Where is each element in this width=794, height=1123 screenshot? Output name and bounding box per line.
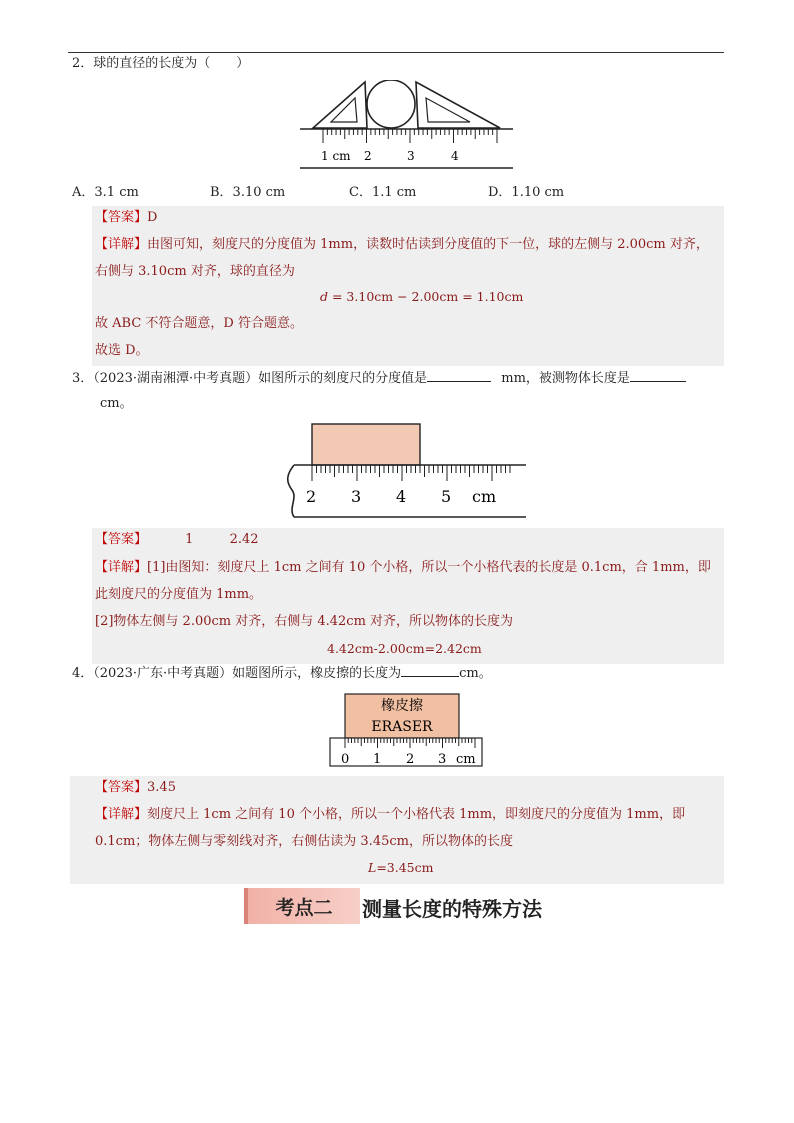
q2-option-b[interactable]: B．3.10 cm [210,185,286,200]
q2-equation: d = 3.10cm − 2.00cm = 1.10cm [320,289,524,304]
q3-ruler-figure [284,420,530,522]
q2-detail-line-1: 【详解】由图可知，刻度尺的分度值为 1mm，读数时估读到分度值的下一位，球的左侧与 2.00cm 对齐， [95,237,709,252]
header-rule [68,52,724,53]
q3-stem-cont: cm。 [100,396,133,411]
eraser-label-cn: 橡皮擦 [381,698,423,714]
q4-answer-line: 【答案】3.45 [95,780,176,795]
q2-answer-line [95,208,157,228]
q2-ruler-triangles-figure [295,80,520,172]
left-triangle [313,82,367,128]
eraser-label-en: ERASER [371,719,433,735]
q2-tick-label-3: 3 [407,149,415,163]
q4-eraser-figure [328,690,486,770]
q2-ruler-ticks [323,129,497,143]
q3-answer-2: 2.42 [229,532,259,547]
q3-measured-block [312,424,420,465]
q3-blank-1[interactable] [427,369,491,382]
q2-stem: 2．球的直径的长度为（ ） [72,56,250,71]
q3-detail-line-2: 此刻度尺的分度值为 1mm。 [95,587,263,602]
right-triangle-inner [426,98,470,122]
q2-detail-line-3: 故 ABC 不符合题意，D 符合题意。 [95,316,303,331]
q3-tick-label-4: 4 [396,487,407,506]
q4-stem: 4．（2023·广东·中考真题）如题图所示，橡皮擦的长度为 cm。 [72,666,492,681]
q3-tick-label-2: 2 [306,487,317,506]
q2-tick-label-4: 4 [451,149,459,163]
section-badge: 考点二 [244,888,360,924]
q2-option-a[interactable]: A．3.1 cm [72,185,139,200]
q2-tick-label-1: 1 cm [321,149,351,163]
q3-tick-label-5: 5 [441,487,452,506]
q4-equation: L=3.45cm [368,860,434,875]
q4-tick-label-1: 1 [373,752,382,767]
q2-option-d[interactable]: D．1.10 cm [488,185,565,200]
q2-detail-line-2: 右侧与 3.10cm 对齐，球的直径为 [95,264,295,279]
q3-answer-line: 【答案】 1 2.42 [95,532,259,547]
q3-answer-1: 1 [185,532,194,547]
right-triangle [416,82,500,128]
detail-tag: 【详解】 [95,237,148,252]
q4-tick-label-0: 0 [341,752,350,767]
q2-option-c[interactable]: C．1.1 cm [349,185,417,200]
q4-tick-label-2: 2 [406,752,415,767]
q2-answer: D [147,210,158,225]
q3-detail-line-3: [2]物体左侧与 2.00cm 对齐，右侧与 4.42cm 对齐，所以物体的长度为 [95,614,514,629]
q3-blank-2[interactable] [630,369,686,382]
q4-tick-label-unit: cm [456,752,476,767]
q3-ruler-ticks [312,465,510,481]
q3-tick-label-3: 3 [351,487,362,506]
q4-detail-line-2: 0.1cm；物体左侧与零刻线对齐，右侧估读为 3.45cm，所以物体的长度 [95,834,513,849]
q2-detail-line-4: 故选 D。 [95,343,149,358]
q3-equation: 4.42cm-2.00cm=2.42cm [327,641,482,656]
ball [367,80,415,128]
q4-answer: 3.45 [147,780,176,795]
q2-tick-label-2: 2 [364,149,372,163]
q2-answer-box [92,206,724,366]
q4-detail-line-1: 【详解】刻度尺上 1cm 之间有 10 个小格，所以一个小格代表 1mm，即刻度尺的分度值为 1mm，即 [95,807,686,822]
q3-stem: 3．（2023·湖南湘潭·中考真题）如图所示的刻度尺的分度值是 mm，被测物体长度是 [72,369,686,389]
answer-tag: 【答案】 [95,210,148,225]
q4-blank[interactable] [401,664,459,677]
q3-detail-line-1: 【详解】[1]由图知：刻度尺上 1cm 之间有 10 个小格，所以一个小格代表的长度是 0.1cm，合 1mm，即 [95,560,711,575]
q3-tick-label-unit: cm [472,487,497,506]
section-title: 测量长度的特殊方法 [362,897,542,921]
q4-tick-label-3: 3 [438,752,447,767]
